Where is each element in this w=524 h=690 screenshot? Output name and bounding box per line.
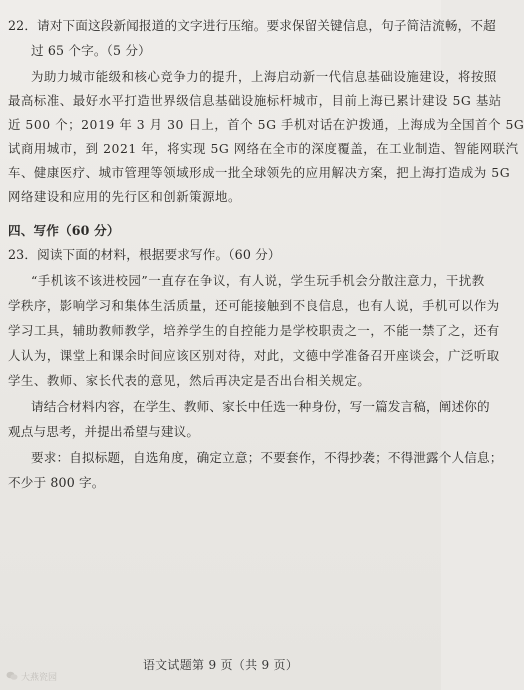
wechat-like-logo-icon bbox=[6, 671, 18, 681]
q22-passage-line-3: 近 500 个；2019 年 3 月 30 日上，首个 5G 手机对话在沪拨通，上海成为全国首个 5G bbox=[8, 117, 524, 132]
q23-requirements-line-1: 要求：自拟标题，自选角度，确定立意；不要套作，不得抄袭；不得泄露个人信息； bbox=[31, 450, 503, 465]
q22-question-line-1: 22．请对下面这段新闻报道的文字进行压缩。要求保留关键信息，句子简洁流畅，不超 bbox=[8, 18, 496, 33]
q23-material-line-2: 学秩序，影响学习和集体生活质量，还可能接触到不良信息，也有人说，手机可以作为 bbox=[8, 298, 500, 313]
watermark bbox=[6, 668, 57, 684]
q23-prompt: 23．阅读下面的材料，根据要求写作。（60 分） bbox=[8, 247, 281, 262]
section-4-heading: 四、写作（60 分） bbox=[8, 223, 120, 238]
page-number-footer: 语文试题第 9 页（共 9 页） bbox=[142, 658, 299, 672]
q22-passage-line-6: 网络建设和应用的先行区和创新策源地。 bbox=[8, 189, 241, 204]
q23-material-line-5: 学生、教师、家长代表的意见，然后再决定是否出台相关规定。 bbox=[8, 373, 371, 388]
q23-material-line-4: 人认为，课堂上和课余时间应该区别对待，对此，文德中学准备召开座谈会，广泛听取 bbox=[8, 348, 500, 363]
q23-instruction-line-2: 观点与思考，并提出希望与建议。 bbox=[8, 424, 200, 439]
q23-requirements-line-2: 不少于 800 字。 bbox=[8, 475, 105, 490]
q22-passage-line-1: 为助力城市能级和核心竞争力的提升，上海启动新一代信息基础设施建设，将按照 bbox=[31, 69, 497, 84]
q23-instruction-line-1: 请结合材料内容，在学生、教师、家长中任选一种身份，写一篇发言稿，阐述你的 bbox=[31, 399, 490, 414]
q22-passage-line-5: 车、健康医疗、城市管理等领域形成一批全球领先的应用解决方案，把上海打造成为 5G bbox=[8, 165, 511, 180]
q22-passage-line-2: 最高标准、最好水平打造世界级信息基础设施标杆城市，目前上海已累计建设 5G 基站 bbox=[8, 93, 502, 108]
q22-passage-line-4: 试商用城市，到 2021 年，将实现 5G 网络在全市的深度覆盖，在工业制造、智能网联汽 bbox=[8, 141, 519, 156]
q22-question-line-2: 过 65 个字。（5 分） bbox=[31, 43, 151, 58]
q23-material-line-3: 学习工具，辅助教师教学，培养学生的自控能力是学校职责之一，不能一禁了之，还有 bbox=[8, 323, 500, 338]
watermark-text: 大燕瓷园 bbox=[21, 672, 58, 683]
q23-material-line-1: “手机该不该进校园”一直存在争议，有人说，学生玩手机会分散注意力，干扰教 bbox=[31, 273, 485, 288]
